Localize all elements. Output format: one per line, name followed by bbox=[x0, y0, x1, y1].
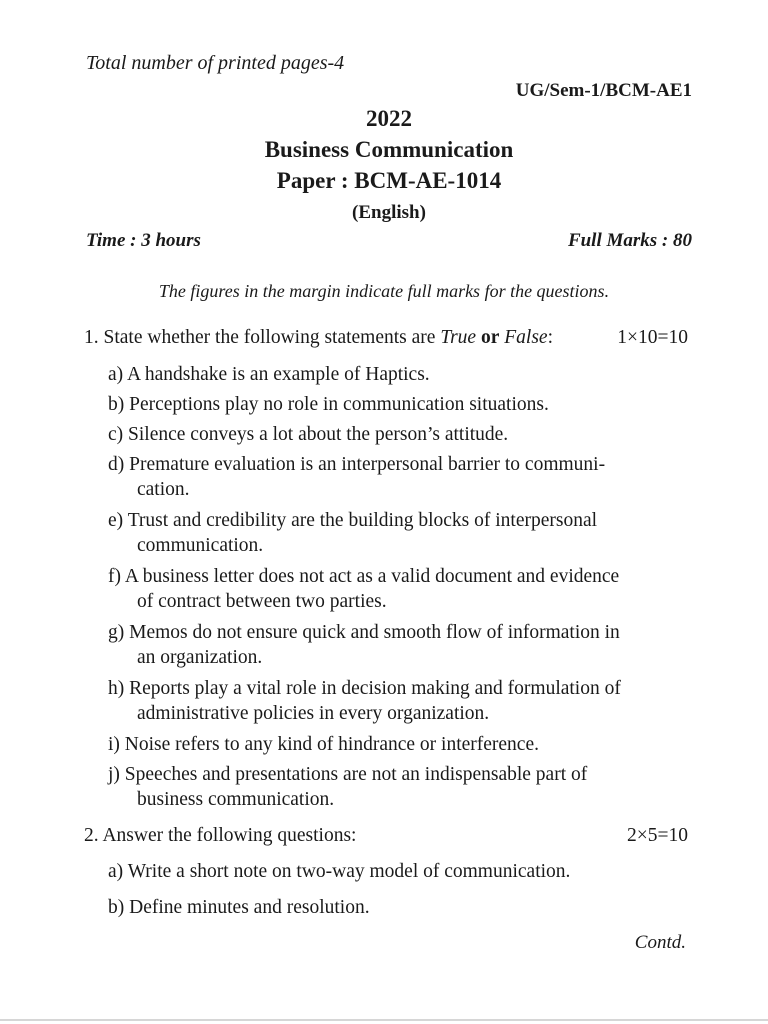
printed-pages-note: Total number of printed pages-4 bbox=[86, 52, 345, 74]
item-label: g) bbox=[108, 622, 125, 643]
item-label: b) bbox=[108, 897, 125, 918]
item-text: Premature evaluation is an interpersonal barrier to communi- bbox=[129, 454, 606, 475]
item-text-continued: administrative policies in every organization. bbox=[137, 703, 490, 724]
language-label: (English) bbox=[352, 202, 426, 223]
item-text-continued: cation. bbox=[137, 479, 190, 500]
item-text: Perceptions play no role in communication situations. bbox=[129, 394, 549, 415]
item-text: Memos do not ensure quick and smooth flow of information in bbox=[129, 622, 620, 643]
exam-year: 2022 bbox=[366, 106, 412, 131]
question-1-colon: : bbox=[547, 327, 553, 348]
q1-item-a bbox=[108, 362, 693, 387]
or-word: or bbox=[480, 327, 500, 348]
time-allowed: Time : 3 hours bbox=[86, 230, 201, 251]
item-label: d) bbox=[108, 454, 125, 475]
item-text: Speeches and presentations are not an indispensable part of bbox=[124, 764, 588, 785]
item-text-continued: business communication. bbox=[137, 789, 335, 810]
item-label: j) bbox=[108, 764, 120, 785]
q1-item-f bbox=[108, 564, 693, 614]
q1-item-e bbox=[108, 508, 693, 558]
item-text-continued: an organization. bbox=[137, 647, 263, 668]
q1-item-i bbox=[108, 732, 693, 757]
item-label: i) bbox=[108, 734, 120, 755]
q1-item-j bbox=[108, 762, 693, 812]
item-label: f) bbox=[108, 566, 121, 587]
item-text: Silence conveys a lot about the person’s attitude. bbox=[128, 424, 509, 445]
q1-item-b bbox=[108, 392, 693, 417]
item-text: Write a short note on two-way model of communication. bbox=[127, 861, 571, 882]
q2-item-b bbox=[108, 895, 693, 920]
item-label: c) bbox=[108, 424, 124, 445]
item-text: Noise refers to any kind of hindrance or interference. bbox=[124, 734, 539, 755]
item-label: a) bbox=[108, 861, 124, 882]
item-text-continued: of contract between two parties. bbox=[137, 591, 387, 612]
item-label: a) bbox=[108, 364, 124, 385]
paper-title: Paper : BCM-AE-1014 bbox=[276, 168, 502, 193]
question-1-marks: 1×10=10 bbox=[617, 327, 688, 348]
item-label: h) bbox=[108, 678, 125, 699]
continued-note: Contd. bbox=[634, 932, 686, 953]
question-2-heading bbox=[84, 825, 356, 847]
item-text: Define minutes and resolution. bbox=[129, 897, 370, 918]
q1-item-g bbox=[108, 620, 693, 670]
q2-item-a bbox=[108, 859, 693, 884]
item-text: Trust and credibility are the building blocks of interpersonal bbox=[127, 510, 598, 531]
q1-item-d bbox=[108, 452, 693, 502]
q1-item-h bbox=[108, 676, 693, 726]
paper-code: UG/Sem-1/BCM-AE1 bbox=[515, 80, 692, 101]
item-text: A handshake is an example of Haptics. bbox=[126, 364, 430, 385]
true-word: True bbox=[440, 327, 477, 348]
marks-instruction: The figures in the margin indicate full marks for the questions. bbox=[158, 281, 610, 301]
question-2-marks: 2×5=10 bbox=[627, 825, 688, 846]
item-text: Reports play a vital role in decision making and formulation of bbox=[129, 678, 621, 699]
q1-item-c bbox=[108, 422, 693, 447]
item-text-continued: communication. bbox=[137, 535, 264, 556]
question-1-heading bbox=[84, 327, 553, 349]
question-1-number: 1. bbox=[84, 327, 99, 348]
item-label: b) bbox=[108, 394, 125, 415]
item-text: A business letter does not act as a valid document and evidence bbox=[124, 566, 620, 587]
question-2-number: 2. bbox=[84, 825, 99, 846]
question-1-text: State whether the following statements are bbox=[103, 327, 436, 348]
full-marks: Full Marks : 80 bbox=[567, 230, 692, 251]
item-label: e) bbox=[108, 510, 124, 531]
false-word: False bbox=[504, 327, 548, 348]
subject-title: Business Communication bbox=[264, 137, 514, 162]
question-2-text: Answer the following questions: bbox=[102, 825, 357, 846]
page-bottom-edge bbox=[0, 1019, 768, 1021]
